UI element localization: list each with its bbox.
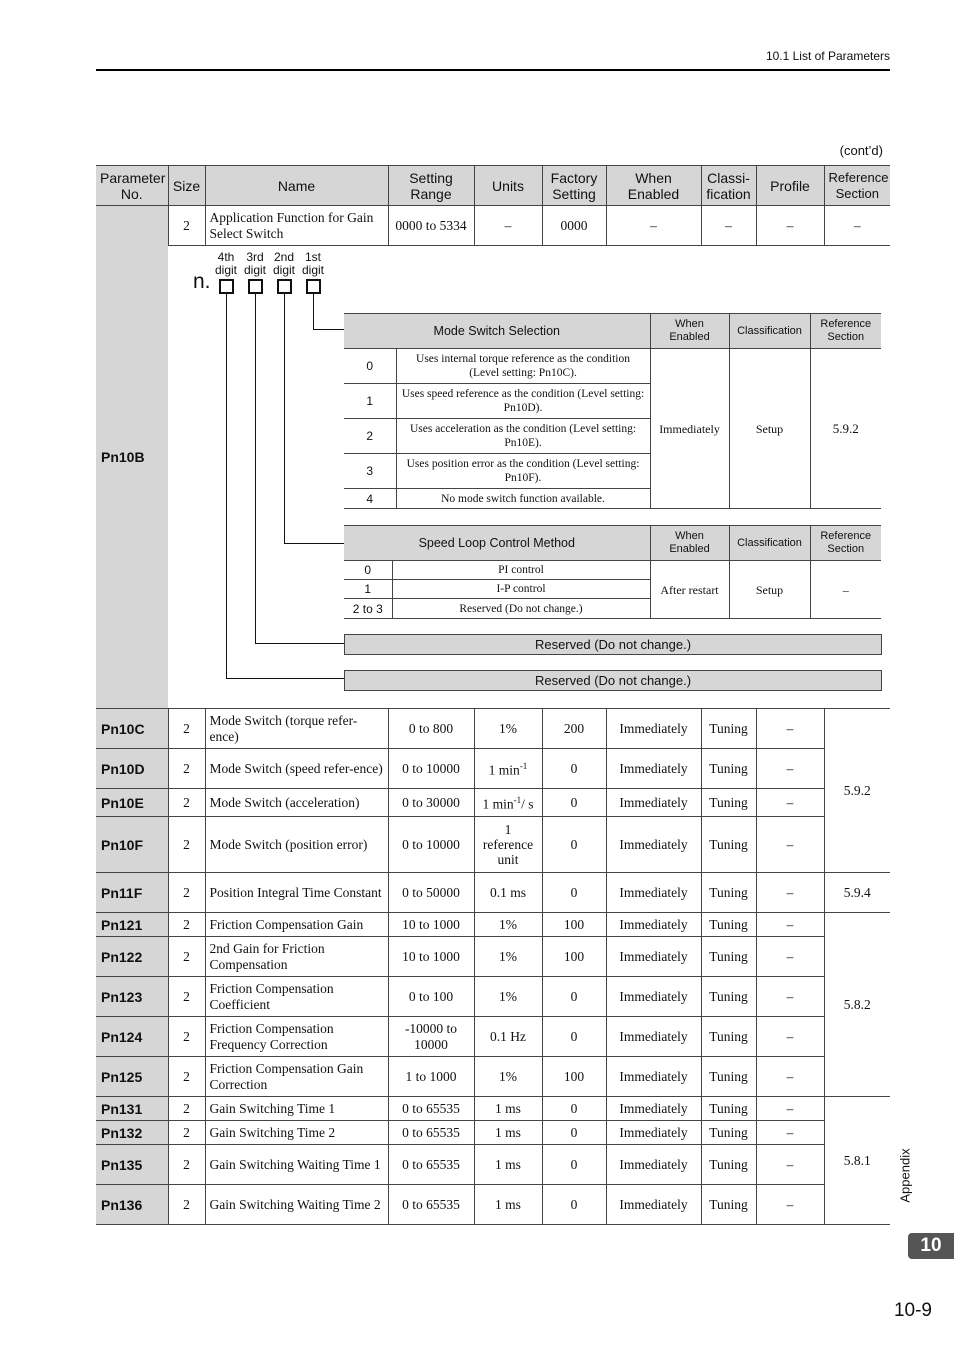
param-ref: 5.9.4 [824,873,890,913]
param-units [474,1185,542,1225]
param-name: Mode Switch (position error) [205,817,388,873]
digit-label: 4th digit [214,250,237,277]
param-profile: – [756,937,824,977]
appendix-tab [890,1142,930,1208]
col-reference-section: Reference Section [824,166,890,206]
param-name: Gain Switching Waiting Time 1 [205,1145,388,1185]
param-profile: – [756,913,824,937]
param-when: Immediately [606,1057,701,1097]
param-class: Tuning [701,913,756,937]
option-desc: Uses speed reference as the condition (Level setting: Pn10D). [396,384,650,419]
param-class: Tuning [701,817,756,873]
mode-switch-h-ref: Reference Section [810,314,881,349]
param-profile: – [756,1121,824,1145]
option-desc: Uses position error as the condition (Level setting: Pn10F). [396,454,650,489]
param-profile: – [756,1097,824,1121]
table-header-row [96,166,890,206]
param-range: 0 to 30000 [388,789,474,817]
param-profile: – [756,1057,824,1097]
connector [313,294,314,329]
param-ref: 5.9.2 [824,709,890,873]
header-rule [96,69,890,71]
param-range: 0 to 800 [388,709,474,749]
param-range: 0 to 10000 [388,749,474,789]
param-name: Position Integral Time Constant [205,873,388,913]
param-no: Pn121 [96,913,168,937]
param-class: Tuning [701,937,756,977]
parameter-table [96,165,890,1225]
running-header: 10.1 List of Parameters [765,49,890,63]
speed-loop-h-class: Classification [729,526,810,561]
param-range: 0 to 65535 [388,1185,474,1225]
param-size: 2 [168,749,205,789]
param-name: Gain Switching Time 1 [205,1097,388,1121]
connector [226,294,227,678]
units-value: 1% [499,988,517,1004]
option-key: 0 [344,349,396,384]
param-name: Friction Compensation Coefficient [205,977,388,1017]
param-no: Pn132 [96,1121,168,1145]
param-class: Tuning [701,1057,756,1097]
table-row [96,1057,890,1097]
table-row [96,789,890,817]
option-desc: No mode switch function available. [396,489,650,509]
param-when: Immediately [606,749,701,789]
param-ref: – [824,206,890,246]
param-units [474,1057,542,1097]
param-ref: 5.8.2 [824,913,890,1097]
param-class: Tuning [701,1097,756,1121]
digit-box-3 [248,279,263,294]
connector [284,294,285,543]
param-size: 2 [168,1145,205,1185]
param-no: Pn135 [96,1145,168,1185]
param-name: Mode Switch (acceleration) [205,789,388,817]
param-range: -10000 to 10000 [388,1017,474,1057]
param-units [474,913,542,937]
param-when: Immediately [606,1185,701,1225]
units-value: 1 reference unit [482,822,534,867]
units-value: 1 ms [495,1100,521,1116]
table-row [96,206,890,246]
table-row [96,873,890,913]
param-when: Immediately [606,873,701,913]
connector [255,294,256,643]
param-class: Tuning [701,977,756,1017]
col-factory-setting: Factory Setting [542,166,606,206]
digit-label: 1st digit [301,250,324,277]
digit-box-2 [277,279,292,294]
digit-box-1 [306,279,321,294]
param-class: Tuning [701,709,756,749]
mode-switch-class: Setup [729,349,810,509]
table-row [96,817,890,873]
option-desc: I-P control [392,580,650,599]
param-units [474,1145,542,1185]
units-tail: / s [521,796,534,812]
param-no: Pn10E [96,789,168,817]
option-key: 2 [344,419,396,454]
param-size: 2 [168,1121,205,1145]
mode-switch-when: Immediately [650,349,729,509]
param-units [474,937,542,977]
units-exponent: -1 [519,761,528,772]
n-prefix: n. [193,270,211,293]
param-no: Pn10B [96,206,168,709]
param-factory: 0 [542,1145,606,1185]
col-name: Name [205,166,388,206]
param-profile: – [756,709,824,749]
table-row [96,977,890,1017]
param-when: Immediately [606,1145,701,1185]
param-name: Application Function for Gain Select Switch [205,206,388,246]
param-no: Pn122 [96,937,168,977]
param-no: Pn125 [96,1057,168,1097]
col-when-enabled: When Enabled [606,166,701,206]
param-factory: 0 [542,873,606,913]
speed-loop-when: After restart [650,561,729,619]
units-exponent: -1 [513,795,522,806]
param-when: Immediately [606,1097,701,1121]
param-class: Tuning [701,749,756,789]
digit-box-4 [219,279,234,294]
mode-switch-ref: 5.9.2 [810,349,881,509]
param-factory: 0 [542,817,606,873]
param-class: – [701,206,756,246]
option-key: 1 [344,384,396,419]
units-value: 1 min [482,796,514,812]
mode-switch-table [344,313,881,509]
param-class: Tuning [701,873,756,913]
param-name: Mode Switch (speed refer-ence) [205,749,388,789]
param-name: Friction Compensation Gain [205,913,388,937]
connector [284,543,344,544]
param-factory: 0 [542,1185,606,1225]
mode-switch-title: Mode Switch Selection [344,314,650,349]
digit-diagram [168,246,890,709]
param-size: 2 [168,1017,205,1057]
param-factory: 100 [542,1057,606,1097]
reserved-bar: Reserved (Do not change.) [344,634,882,655]
param-no: Pn10C [96,709,168,749]
param-name: Friction Compensation Frequency Correction [205,1017,388,1057]
param-units [474,817,542,873]
param-class: Tuning [701,789,756,817]
mode-switch-h-class: Classification [729,314,810,349]
param-size: 2 [168,1097,205,1121]
units-value: 1% [499,948,517,964]
param-range: 0000 to 5334 [388,206,474,246]
option-key: 1 [344,580,392,599]
speed-loop-ref: – [810,561,881,619]
param-when: Immediately [606,709,701,749]
param-units [474,749,542,789]
param-profile: – [756,1185,824,1225]
param-name: Mode Switch (torque refer-ence) [205,709,388,749]
units-value: 1 ms [495,1196,521,1212]
connector [313,329,344,330]
param-units [474,789,542,817]
param-factory: 0 [542,789,606,817]
param-when: Immediately [606,1121,701,1145]
param-when: Immediately [606,977,701,1017]
digit-diagram-row [96,246,890,709]
param-no: Pn124 [96,1017,168,1057]
option-key: 2 to 3 [344,599,392,619]
param-size: 2 [168,206,205,246]
param-when: Immediately [606,937,701,977]
param-profile: – [756,1145,824,1185]
table-row [96,1017,890,1057]
param-profile: – [756,1017,824,1057]
col-parameter-no: Parameter No. [96,166,168,206]
table-row [96,1185,890,1225]
param-profile: – [756,873,824,913]
param-no: Pn10F [96,817,168,873]
param-factory: 0 [542,749,606,789]
param-range: 0 to 100 [388,977,474,1017]
param-factory: 100 [542,913,606,937]
param-size: 2 [168,1057,205,1097]
option-desc: Uses acceleration as the condition (Level setting: Pn10E). [396,419,650,454]
param-units [474,977,542,1017]
param-size: 2 [168,937,205,977]
units-value: 0.1 ms [489,884,526,900]
param-factory: 0 [542,1097,606,1121]
param-factory: 0 [542,1121,606,1145]
param-size: 2 [168,873,205,913]
digit-label: 3rd digit [243,250,266,277]
units-value: 0.1 Hz [490,1028,526,1044]
continued-label: (cont’d) [839,143,883,158]
param-range: 1 to 1000 [388,1057,474,1097]
speed-loop-title: Speed Loop Control Method [344,526,650,561]
col-units: Units [474,166,542,206]
option-desc: Uses internal torque reference as the condition (Level setting: Pn10C). [396,349,650,384]
appendix-label: Appendix [897,1148,913,1203]
table-row [96,1121,890,1145]
table-row [96,1097,890,1121]
param-profile: – [756,789,824,817]
param-factory: 0 [542,977,606,1017]
param-range: 10 to 1000 [388,937,474,977]
units-value: 1 min [488,762,520,778]
units-value: 1% [499,720,517,736]
param-units [474,709,542,749]
param-class: Tuning [701,1145,756,1185]
param-class: Tuning [701,1017,756,1057]
param-size: 2 [168,977,205,1017]
chapter-tab: 10 [908,1233,954,1259]
units-value: 1 ms [495,1156,521,1172]
param-name: Gain Switching Waiting Time 2 [205,1185,388,1225]
units-value: 1 ms [495,1124,521,1140]
speed-loop-table [344,525,881,619]
param-when: Immediately [606,789,701,817]
option-key: 3 [344,454,396,489]
param-range: 0 to 65535 [388,1097,474,1121]
param-profile: – [756,206,824,246]
param-size: 2 [168,789,205,817]
param-units [474,1121,542,1145]
param-size: 2 [168,1185,205,1225]
param-factory: 200 [542,709,606,749]
page-number: 10-9 [893,1300,932,1321]
param-no: Pn131 [96,1097,168,1121]
param-no: Pn11F [96,873,168,913]
connector [226,678,344,679]
param-class: Tuning [701,1121,756,1145]
option-key: 4 [344,489,396,509]
param-no: Pn136 [96,1185,168,1225]
speed-loop-class: Setup [729,561,810,619]
param-factory: 0000 [542,206,606,246]
param-name: Gain Switching Time 2 [205,1121,388,1145]
param-when: Immediately [606,817,701,873]
param-ref: 5.8.1 [824,1097,890,1225]
option-desc: PI control [392,561,650,580]
col-setting-range: Setting Range [388,166,474,206]
param-units [474,1097,542,1121]
table-row [96,1145,890,1185]
param-when: – [606,206,701,246]
param-units [474,1017,542,1057]
speed-loop-h-ref: Reference Section [810,526,881,561]
param-units [474,873,542,913]
param-profile: – [756,977,824,1017]
param-factory: 0 [542,1017,606,1057]
units-value: 1% [499,1068,517,1084]
param-when: Immediately [606,1017,701,1057]
param-class: Tuning [701,1185,756,1225]
param-name: Friction Compensation Gain Correction [205,1057,388,1097]
connector [255,643,344,644]
table-row [96,913,890,937]
param-when: Immediately [606,913,701,937]
reserved-bar: Reserved (Do not change.) [344,670,882,691]
param-no: Pn10D [96,749,168,789]
table-row [96,749,890,789]
table-row [96,709,890,749]
param-range: 0 to 65535 [388,1145,474,1185]
param-factory: 100 [542,937,606,977]
param-range: 0 to 65535 [388,1121,474,1145]
option-key: 0 [344,561,392,580]
param-size: 2 [168,913,205,937]
option-desc: Reserved (Do not change.) [392,599,650,619]
param-range: 0 to 10000 [388,817,474,873]
param-profile: – [756,749,824,789]
units-value: 1% [499,916,517,932]
param-range: 0 to 50000 [388,873,474,913]
param-size: 2 [168,817,205,873]
table-row [96,937,890,977]
col-size: Size [168,166,205,206]
param-units: – [474,206,542,246]
digit-label: 2nd digit [272,250,295,277]
mode-switch-h-when: When Enabled [650,314,729,349]
col-profile: Profile [756,166,824,206]
param-size: 2 [168,709,205,749]
param-no: Pn123 [96,977,168,1017]
param-range: 10 to 1000 [388,913,474,937]
param-name: 2nd Gain for Friction Compensation [205,937,388,977]
col-classification: Classi-fication [701,166,756,206]
param-profile: – [756,817,824,873]
speed-loop-h-when: When Enabled [650,526,729,561]
